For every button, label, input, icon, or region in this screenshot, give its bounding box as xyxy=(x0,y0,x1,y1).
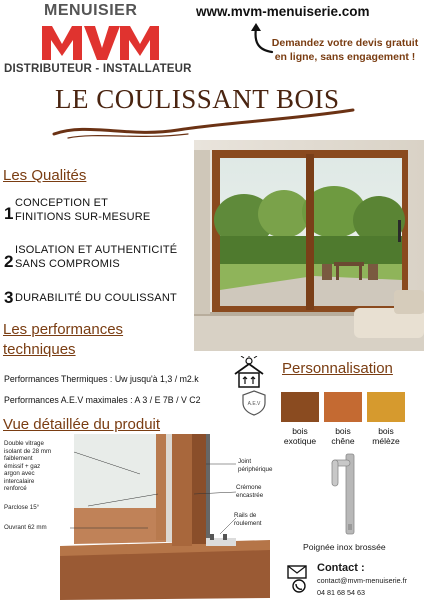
swatch-label-chene: bois chêne xyxy=(331,426,355,446)
thermal-performance: Performances Thermiques : Uw jusqu'à 1,3 / m2.k xyxy=(4,374,199,384)
swatch-bois-chene[interactable] xyxy=(324,392,362,422)
detail-glazing-label: Double vitrage isolant de 28 mm faiblement émissif + gaz argon avec intercalaire renforcé xyxy=(4,440,52,492)
swatch-label-exotique: bois exotique xyxy=(283,426,317,446)
logo-top-word: MENUISIER xyxy=(44,2,138,19)
sliding-door-photo xyxy=(194,140,424,351)
quality-line: CONCEPTION ET xyxy=(15,197,109,209)
qualities-heading: Les Qualités xyxy=(3,167,87,184)
personalisation-heading: Personnalisation xyxy=(282,360,393,377)
contact-heading: Contact : xyxy=(317,562,365,574)
performances-heading: Les performances techniques xyxy=(3,321,124,358)
aev-shield-icon xyxy=(241,390,267,416)
aev-performance: Performances A.E.V maximales : A 3 / E 7B / V C2 xyxy=(4,395,201,405)
swatch-label-meleze: bois mélèze xyxy=(372,426,400,446)
website-url[interactable]: www.mvm-menuiserie.com xyxy=(196,4,370,19)
contact-phone-mail-icon xyxy=(286,564,312,594)
contact-phone[interactable]: 04 81 68 54 63 xyxy=(317,588,365,597)
detail-ouvrant-label: Ouvrant 62 mm xyxy=(4,524,47,531)
contact-email[interactable]: contact@mvm-menuiserie.fr xyxy=(317,576,407,585)
title-swoosh-decoration xyxy=(48,102,360,142)
detail-joint-label: Joint périphérique xyxy=(238,458,273,473)
mvm-logo xyxy=(40,22,160,62)
detail-parclose-label: Parclose 15° xyxy=(4,504,40,511)
handle-caption: Poignée inox brossée xyxy=(303,542,386,552)
quality-line: FINITIONS SUR-MESURE xyxy=(15,211,151,223)
logo-tagline: DISTRIBUTEUR - INSTALLATEUR xyxy=(4,63,192,75)
logo-letters-text: MVM xyxy=(40,22,43,23)
swatch-bois-meleze[interactable] xyxy=(367,392,405,422)
quality-number: 3 xyxy=(4,288,14,307)
svg-text:A.E.V: A.E.V xyxy=(247,401,261,407)
page-title: LE COULISSANT BOIS xyxy=(55,84,340,114)
quality-line: SANS COMPROMIS xyxy=(15,258,120,270)
swatch-bois-exotique[interactable] xyxy=(281,392,319,422)
quality-number: 2 xyxy=(4,252,14,271)
quality-line: DURABILITÉ DU COULISSANT xyxy=(15,292,177,304)
thermal-house-icon xyxy=(232,356,266,388)
detail-rails-label: Rails de roulement xyxy=(234,512,262,527)
quality-line: ISOLATION ET AUTHENTICITÉ xyxy=(15,244,178,256)
quality-number: 1 xyxy=(4,204,14,223)
promo-text: Demandez votre devis gratuit en ligne, sans engagement ! xyxy=(271,37,419,63)
detail-heading: Vue détaillée du produit xyxy=(3,416,161,433)
handle-image xyxy=(326,450,362,538)
detail-cremone-label: Crémone encastrée xyxy=(236,484,264,499)
